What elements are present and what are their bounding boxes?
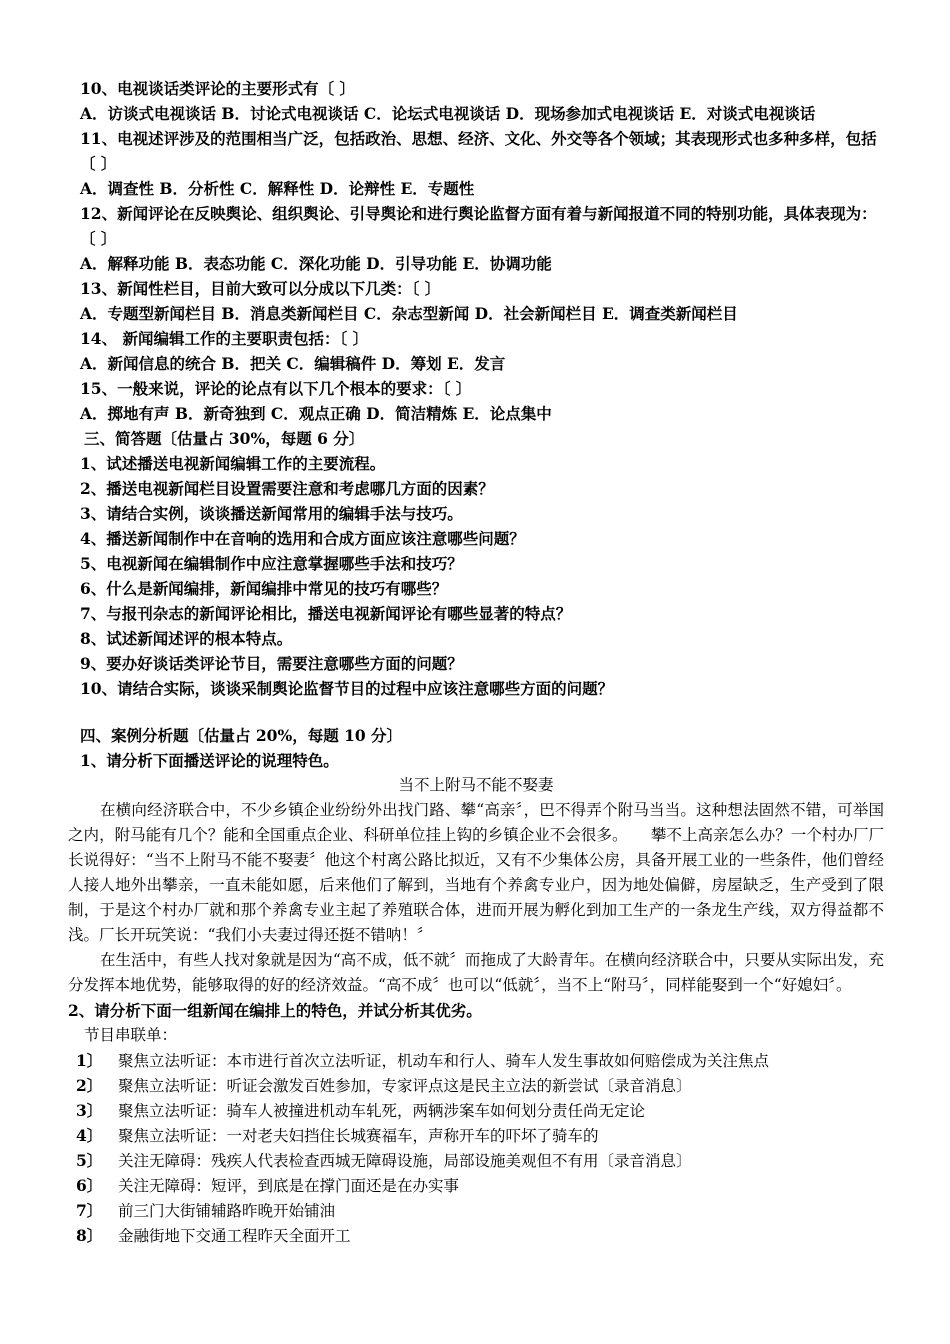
question-10: 10、电视谈话类评论的主要形式有〔 〕 [80, 79, 355, 98]
rundown-item [68, 1073, 884, 1098]
rundown-text: 关注无障碍：残疾人代表检查西城无障碍设施，局部设施美观但不有用〔录音消息〕 [118, 1152, 692, 1170]
question-12: 12、新闻评论在反映舆论、组织舆论、引导舆论和进行舆论监督方面有着与新闻报道不同的特别功能，具体表现为：〔 〕 [80, 204, 877, 248]
question-14: 14、 新闻编辑工作的主要职责包括：〔 〕 [80, 329, 369, 348]
rundown-number: 8〕 [76, 1226, 103, 1245]
short-answer-item: 9、要办好谈话类评论节目，需要注意哪些方面的问题？ [80, 654, 463, 673]
short-answer-item: 4、播送新闻制作中在音响的选用和合成方面应该注意哪些问题？ [80, 529, 525, 548]
short-answer-item: 7、与报刊杂志的新闻评论相比，播送电视新闻评论有哪些显著的特点？ [80, 604, 572, 623]
rundown-item [68, 1048, 884, 1073]
rundown-label: 节目串联单： [84, 1026, 178, 1044]
rundown-item [68, 1173, 884, 1198]
question-15-options: A．掷地有声 B．新奇独到 C．观点正确 D．简洁精炼 E．论点集中 [80, 404, 552, 423]
rundown-item [68, 1123, 884, 1148]
question-14-options: A．新闻信息的统合 B．把关 C．编辑稿件 D．筹划 E．发言 [80, 354, 506, 373]
question-15: 15、一般来说，评论的论点有以下几个根本的要求：〔 〕 [80, 379, 472, 398]
rundown-text: 金融街地下交通工程昨天全面开工 [118, 1227, 351, 1245]
article-title: 当不上附马不能不娶妻 [398, 776, 554, 794]
rundown-text: 关注无障碍：短评，到底是在撑门面还是在办实事 [118, 1177, 460, 1195]
rundown-item [68, 1098, 884, 1123]
case-analysis-heading: 四、案例分析题〔估量占 20%，每题 10 分〕 [80, 726, 403, 745]
rundown-text: 聚焦立法听证：一对老夫妇挡住长城赛福车，声称开车的吓坏了骑车的 [118, 1127, 599, 1145]
rundown-text: 前三门大街铺辅路昨晚开始铺油 [118, 1202, 336, 1220]
document-page [68, 76, 884, 1248]
question-13: 13、新闻性栏目，目前大致可以分成以下几类：〔 〕 [80, 279, 441, 298]
short-answer-item: 5、电视新闻在编辑制作中应注意掌握哪些手法和技巧？ [80, 554, 463, 573]
short-answer-heading: 三、简答题〔估量占 30%，每题 6 分〕 [84, 429, 365, 448]
rundown-number: 6〕 [76, 1176, 103, 1195]
rundown-number: 2〕 [76, 1076, 103, 1095]
question-11-options: A．调查性 B．分析性 C．解释性 D．论辩性 E．专题性 [80, 179, 475, 198]
rundown-text: 聚焦立法听证：骑车人被撞进机动车轧死，两辆涉案车如何划分责任尚无定论 [118, 1102, 646, 1120]
rundown-item [68, 1148, 884, 1173]
rundown-text: 聚焦立法听证：听证会激发百姓参加，专家评点这是民主立法的新尝试〔录音消息〕 [118, 1077, 692, 1095]
rundown-text: 聚焦立法听证：本市进行首次立法听证，机动车和行人、骑车人发生事故如何赔偿成为关注焦点 [118, 1052, 770, 1070]
rundown-item [68, 1198, 884, 1223]
short-answer-item: 10、请结合实际，谈谈采制舆论监督节目的过程中应该注意哪些方面的问题？ [80, 679, 614, 698]
case-question-2: 2、请分析下面一组新闻在编排上的特色，并试分析其优劣。 [68, 1001, 482, 1020]
case-question-1: 1、请分析下面播送评论的说理特色。 [80, 751, 339, 770]
rundown-item [68, 1223, 884, 1248]
question-10-options: A．访谈式电视谈话 B．讨论式电视谈话 C．论坛式电视谈话 D．现场参加式电视谈话 E．对谈式电视谈话 [80, 104, 816, 123]
short-answer-item: 1、试述播送电视新闻编辑工作的主要流程。 [80, 454, 386, 473]
rundown-number: 3〕 [76, 1101, 103, 1120]
rundown-number: 7〕 [76, 1201, 103, 1220]
short-answer-item: 3、请结合实例，谈谈播送新闻常用的编辑手法与技巧。 [80, 504, 463, 523]
short-answer-item: 8、试述新闻述评的根本特点。 [80, 629, 293, 648]
rundown-number: 4〕 [76, 1126, 103, 1145]
short-answer-item: 6、什么是新闻编排，新闻编排中常见的技巧有哪些？ [80, 579, 448, 598]
article-paragraph-2: 在生活中，有些人找对象就是因为“高不成，低不就〞而拖成了大龄青年。在横向经济联合中，只要从实际出发，充分发挥本地优势，能够取得的好的经济效益。“高不成〞也可以“低就〞，当不上“附马〞，同样能娶到一个“好媳妇〞。 [68, 951, 884, 994]
question-13-options: A．专题型新闻栏目 B．消息类新闻栏目 C．杂志型新闻 D．社会新闻栏目 E．调查类新闻栏目 [80, 304, 738, 323]
rundown-number: 5〕 [76, 1151, 103, 1170]
question-11: 11、电视述评涉及的范围相当广泛，包括政治、思想、经济、文化、外交等各个领域；其表现形式也多种多样，包括〔 〕 [80, 129, 877, 173]
short-answer-item: 2、播送电视新闻栏目设置需要注意和考虑哪几方面的因素？ [80, 479, 494, 498]
question-12-options: A．解释功能 B．表态功能 C．深化功能 D．引导功能 E．协调功能 [80, 254, 552, 273]
section-spacer [68, 701, 884, 723]
article-paragraph-1: 在横向经济联合中，不少乡镇企业纷纷外出找门路、攀“高亲〞，巴不得弄个附马当当。这种想法固然不错，可举国之内，附马能有几个？能和全国重点企业、科研单位挂上钩的乡镇企业不会很多。 攀不上高亲怎么办？一个村办厂厂长说得好：“当不上附马不能不娶妻〞他这个村离公路比拟近，又有不少集体公房，具备开展工业的一些条件，他们曾经人接人地外出攀亲，一直未能如愿，后来他们了解到，当地有个养禽专业户，因为地处偏僻，房屋缺乏，生产受到了限制，于是这个村办厂就和那个养禽专业主起了养殖联合体，进而开展为孵化到加工生产的一条龙生产线，双方得益都不浅。厂长开玩笑说：“我们小夫妻过得还挺不错呐！〞 [68, 801, 884, 944]
rundown-number: 1〕 [76, 1051, 103, 1070]
